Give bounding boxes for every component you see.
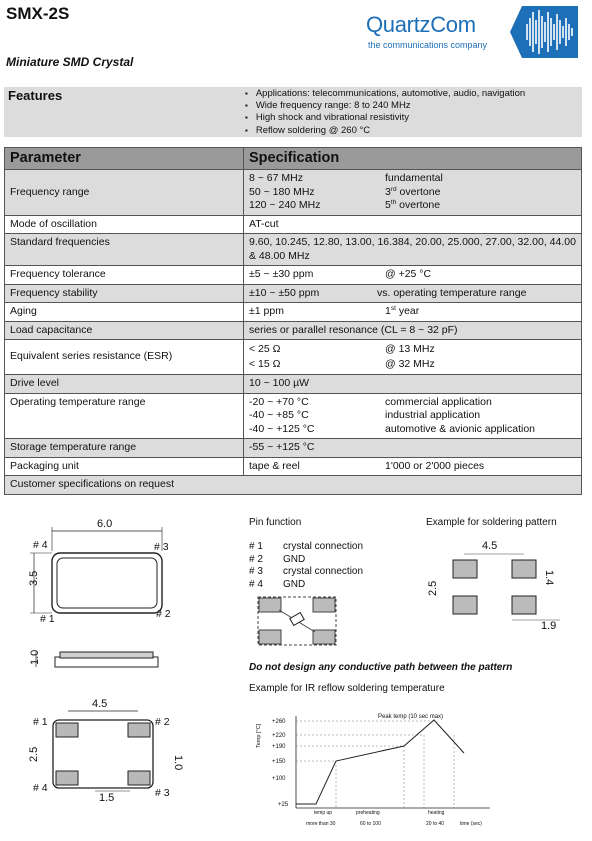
pin-function-list: # 1 crystal connection # 2 GND # 3 crystal connection # 4 GND (249, 541, 364, 590)
spec-value: -40 ~ +125 °C (249, 422, 315, 435)
spec-value: 50 ~ 180 MHz (249, 185, 315, 198)
row-label: Storage temperature range (5, 439, 244, 458)
spec-note: 5th overtone (385, 199, 441, 211)
row-label: Frequency stability (5, 284, 244, 303)
reflow-tick: +150 (272, 759, 286, 765)
package-drawing (0, 515, 245, 841)
spec-note: @ 13 MHz (385, 343, 435, 355)
spec-value: < 15 Ω (249, 358, 281, 370)
spec-value: 8 ~ 67 MHz (249, 172, 303, 184)
logo-wave-icon (510, 6, 578, 58)
dim-thickness: 1.0 (29, 649, 41, 665)
table-row (5, 393, 582, 439)
reflow-ylabel: Temp [°C] (256, 723, 262, 748)
row-label: Operating temperature range (5, 393, 244, 439)
spec-note: automotive & avionic application (385, 422, 536, 435)
row-label: Aging (5, 303, 244, 322)
spec-value: ±10 ~ ±50 ppm (249, 286, 320, 299)
row-label: Drive level (5, 375, 244, 394)
feature-item: ▪ Reflow soldering @ 260 °C (245, 125, 525, 137)
reflow-tick: +260 (272, 719, 286, 725)
spec-note: fundamental (385, 172, 443, 184)
col-parameter-header: Parameter (5, 148, 244, 170)
dim-pad-width: 1.9 (541, 620, 557, 632)
table-header-row (5, 148, 582, 170)
row-value (244, 303, 582, 322)
reflow-peak-label: Peak temp (10 sec max) (378, 714, 444, 720)
spec-note: vs. operating temperature range (377, 286, 527, 299)
spec-note: 1st year (385, 305, 420, 317)
spec-value: tape & reel (249, 459, 300, 472)
spec-note: 1'000 or 2'000 pieces (385, 459, 485, 472)
spec-note: @ 32 MHz (385, 358, 435, 370)
feature-item: ▪ Wide frequency range: 8 to 240 MHz (245, 100, 525, 112)
features-list (245, 88, 525, 137)
spec-value: ±5 ~ ±30 ppm (249, 268, 314, 280)
reflow-time: more than 30 (306, 821, 336, 827)
logo-tagline: the communications company (368, 40, 488, 50)
pin1-label: # 1 (40, 613, 55, 625)
row-value (244, 457, 582, 476)
row-label: Mode of oscillation (5, 215, 244, 234)
reflow-time: 60 to 100 (360, 821, 381, 827)
reflow-tick: +220 (272, 733, 286, 739)
table-row (5, 457, 582, 476)
row-value: 9.60, 10.245, 12.80, 13.00, 16.384, 20.00, 25.000, 27.00, 32.00, 44.00 & 48.00 MHz (244, 234, 582, 266)
dim-pad-height: 2.5 (28, 746, 40, 762)
top-view (28, 518, 171, 625)
feature-item: ▪ High shock and vibrational resistivity (245, 112, 525, 124)
table-row (5, 170, 582, 216)
table-row (5, 215, 582, 234)
reflow-tick: +100 (272, 776, 286, 782)
reflow-phase: preheating (356, 810, 380, 816)
pin3-label: # 3 (154, 541, 169, 553)
side-view (29, 650, 158, 667)
pin2-label: # 2 (155, 716, 170, 728)
row-label: Standard frequencies (5, 234, 244, 266)
spec-value: < 25 Ω (249, 343, 281, 355)
row-value (244, 170, 582, 216)
pin4-label: # 4 (33, 782, 48, 794)
row-value: 10 ~ 100 µW (244, 375, 582, 394)
table-row (5, 439, 582, 458)
row-value: series or parallel resonance (CL = 8 ~ 32 pF) (244, 321, 582, 340)
pin-function-title: Pin function (249, 517, 302, 528)
dim-pad-side: 1.0 (172, 755, 184, 771)
spec-table (4, 147, 582, 495)
table-row (5, 476, 582, 495)
pin2-label: # 2 (156, 608, 171, 620)
table-row (5, 321, 582, 340)
dim-width: 6.0 (97, 518, 113, 530)
row-value (244, 266, 582, 285)
row-value: AT-cut (244, 215, 582, 234)
soldering-pattern-drawing (420, 536, 580, 636)
spec-value: 120 ~ 240 MHz (249, 199, 321, 211)
row-label: Packaging unit (5, 457, 244, 476)
feature-item: ▪ Applications: telecommunications, automotive, audio, navigation (245, 88, 525, 100)
dim-pattern-width: 4.5 (482, 540, 498, 552)
reflow-tick: +190 (272, 744, 286, 750)
spec-value: ±1 ppm (249, 305, 284, 317)
col-specification-header: Specification (244, 148, 582, 170)
spec-note: 3rd overtone (385, 185, 441, 198)
spec-value: -40 ~ +85 °C (249, 409, 309, 421)
row-label: Frequency tolerance (5, 266, 244, 285)
logo-name: QuartzCom (366, 12, 476, 37)
table-row (5, 340, 582, 375)
spec-note: industrial application (385, 409, 481, 421)
row-value (244, 284, 582, 303)
table-row (5, 303, 582, 322)
pin1-label: # 1 (33, 716, 48, 728)
reflow-time: 20 to 40 (426, 821, 445, 827)
row-label: Load capacitance (5, 321, 244, 340)
dim-pad-bottom: 1.5 (99, 792, 115, 804)
row-label: Frequency range (5, 170, 244, 216)
table-row (5, 375, 582, 394)
reflow-phase: heating (428, 810, 445, 816)
spec-value: -20 ~ +70 °C (249, 395, 309, 408)
customer-spec-note: Customer specifications on request (5, 476, 582, 495)
table-row (5, 284, 582, 303)
dim-height: 3.5 (28, 570, 40, 586)
document-title: SMX-2S (6, 4, 70, 23)
row-value (244, 393, 582, 439)
row-value: -55 ~ +125 °C (244, 439, 582, 458)
reflow-time: time (sec) (460, 821, 482, 827)
dim-pad-height: 1.4 (543, 570, 555, 586)
reflow-tick: +25 (278, 802, 289, 808)
row-value (244, 340, 582, 375)
reflow-title: Example for IR reflow soldering temperature (249, 683, 445, 694)
reflow-profile-chart (254, 708, 494, 832)
dim-pad-width: 4.5 (92, 698, 108, 710)
row-label: Equivalent series resistance (ESR) (5, 340, 244, 375)
bottom-view (28, 698, 184, 804)
soldering-title: Example for soldering pattern (426, 517, 557, 528)
pin4-label: # 4 (33, 539, 48, 551)
reflow-phase: temp up (314, 810, 333, 816)
pin-layout-icon (257, 596, 337, 646)
table-row (5, 266, 582, 285)
features-label: Features (8, 88, 63, 103)
spec-note: commercial application (385, 395, 492, 408)
table-row (5, 234, 582, 266)
document-subtitle: Miniature SMD Crystal (6, 55, 134, 69)
spec-note: @ +25 °C (385, 268, 432, 280)
dim-pattern-height: 2.5 (427, 580, 439, 596)
design-warning: Do not design any conductive path between the pattern (249, 662, 513, 673)
pin3-label: # 3 (155, 787, 170, 799)
